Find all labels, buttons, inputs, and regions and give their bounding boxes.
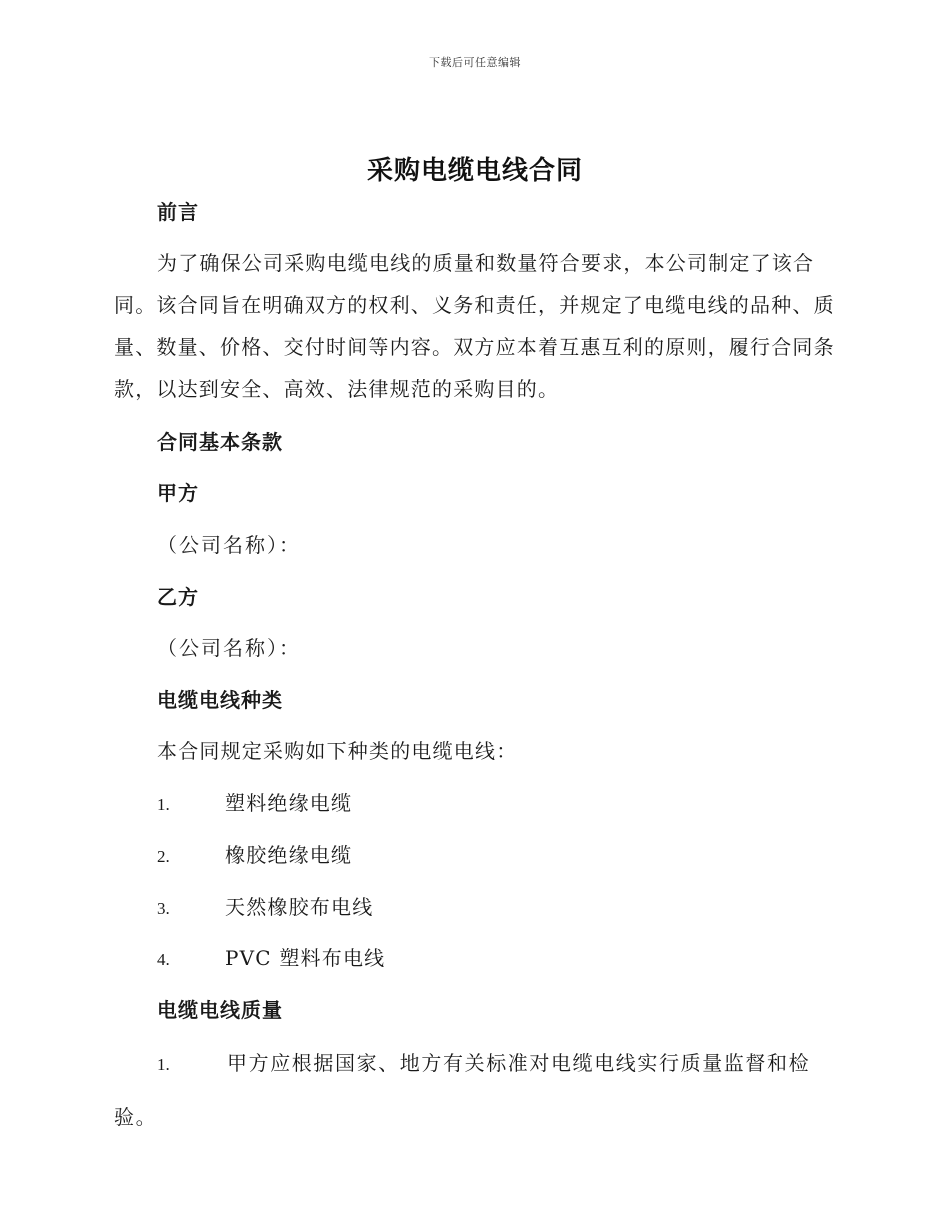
list-item: [157, 897, 879, 919]
list-item-number: 1.: [157, 795, 170, 814]
list-item-text: 甲方应根据国家、地方有关标准对电缆电线实行质量监督和检验。: [114, 1051, 811, 1129]
list-item-number: 4.: [157, 950, 170, 969]
list-item: [157, 845, 879, 867]
party-b-heading: 乙方: [157, 585, 199, 609]
list-item: [157, 793, 879, 815]
cable-types-intro: 本合同规定采购如下种类的电缆电线：: [157, 739, 518, 763]
preface-paragraph: 为了确保公司采购电缆电线的质量和数量符合要求，本公司制定了该合同。该合同旨在明确双方的权利、义务和责任，并规定了电缆电线的品种、质量、数量、价格、交付时间等内容。双方应本着互惠互利的原则，履行合同条款，以达到安全、高效、法律规范的采购目的。: [114, 251, 835, 401]
document-title: 采购电缆电线合同: [366, 156, 583, 186]
list-item-number: 3.: [157, 899, 170, 918]
party-b-name-field: （公司名称）：: [157, 636, 301, 660]
list-item-text: 橡胶绝缘电缆: [225, 843, 353, 867]
preface-heading: 前言: [157, 200, 199, 224]
quality-list-item: [114, 1037, 836, 1143]
list-item-number: 1.: [157, 1055, 170, 1074]
list-item: [157, 948, 879, 970]
list-item-text: PVC 塑料布电线: [225, 946, 386, 970]
list-item-number: 2.: [157, 847, 170, 866]
party-a-name-field: （公司名称）：: [157, 533, 301, 557]
cable-quality-heading: 电缆电线质量: [157, 998, 283, 1022]
list-item-text: 天然橡胶布电线: [225, 895, 374, 919]
party-a-heading: 甲方: [157, 481, 199, 505]
basic-terms-heading: 合同基本条款: [157, 430, 283, 454]
cable-types-heading: 电缆电线种类: [157, 688, 283, 712]
header-note: 下载后可任意编辑: [429, 56, 521, 69]
list-item-text: 塑料绝缘电缆: [225, 791, 353, 815]
